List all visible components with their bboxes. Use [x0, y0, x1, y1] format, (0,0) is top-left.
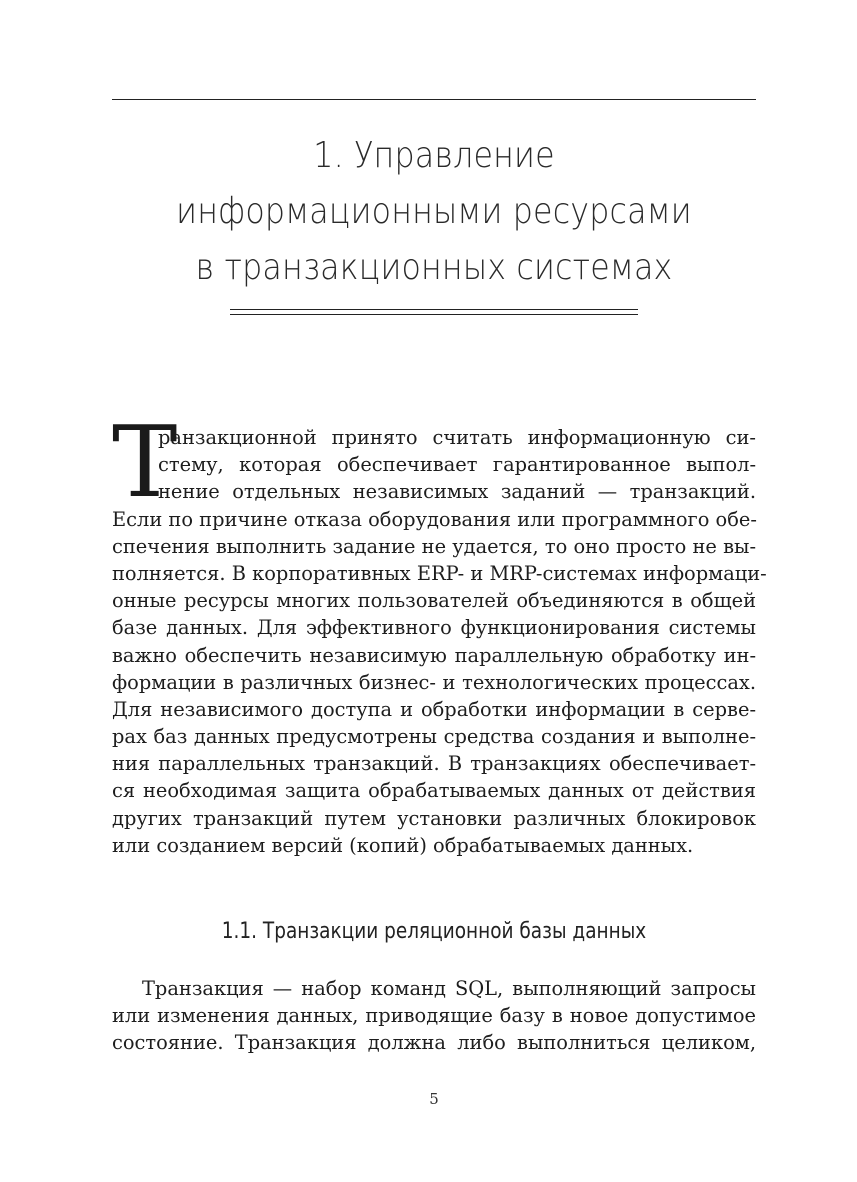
section-heading: 1.1. Транзакции реляционной базы данных [221, 919, 647, 944]
paragraph-line: Транзакция — набор команд SQL, выполняющий запросы [142, 977, 756, 1000]
intro-paragraph [112, 406, 767, 859]
paragraph-line: или созданием версий (копий) обрабатываемых данных. [112, 833, 694, 857]
paragraph-line: других транзакций путем установки различных блокировок [112, 806, 756, 830]
top-rule [112, 99, 756, 100]
paragraph-line: полняется. В корпоративных ERP- и MRP-системах информаци- [112, 561, 767, 585]
paragraph-line: спечения выполнить задание не удается, то оно просто не вы- [112, 534, 756, 558]
paragraph-line: ранзакционной принято считать информационную си- [158, 426, 756, 449]
paragraph-line: состояние. Транзакция должна либо выполниться целиком, [112, 1031, 756, 1055]
section-paragraph [112, 975, 756, 1057]
chapter-title-line: информационными ресурсами [176, 191, 692, 232]
paragraph-line: стему, которая обеспечивает гарантированное выпол- [158, 453, 756, 477]
paragraph-line: онные ресурсы многих пользователей объединяются в общей [112, 589, 756, 613]
paragraph-line: Для независимого доступа и обработки информации в серве- [112, 697, 756, 721]
paragraph-line: формации в различных бизнес- и технологических процессах. [112, 670, 756, 694]
chapter-title-line: 1. Управление [313, 135, 555, 176]
page-number: 5 [429, 1090, 439, 1108]
title-double-rule [230, 309, 638, 315]
paragraph-line: или изменения данных, приводящие базу в новое допустимое [112, 1004, 756, 1028]
paragraph-line: нение отдельных независимых заданий — транзакций. [158, 480, 756, 504]
paragraph-line: ся необходимая защита обрабатываемых данных от действия [112, 779, 756, 803]
drop-cap: Т [112, 406, 178, 520]
paragraph-line: важно обеспечить независимую параллельную обработку ин- [112, 643, 756, 667]
paragraph-line: Если по причине отказа оборудования или программного обе- [112, 507, 757, 531]
paragraph-line: ния параллельных транзакций. В транзакциях обеспечивает- [112, 752, 756, 776]
chapter-title-line: в транзакционных системах [195, 247, 673, 288]
paragraph-line: рах баз данных предусмотрены средства создания и выполне- [112, 725, 756, 749]
chapter-title [151, 128, 718, 296]
paragraph-line: базе данных. Для эффективного функционирования системы [112, 616, 756, 640]
